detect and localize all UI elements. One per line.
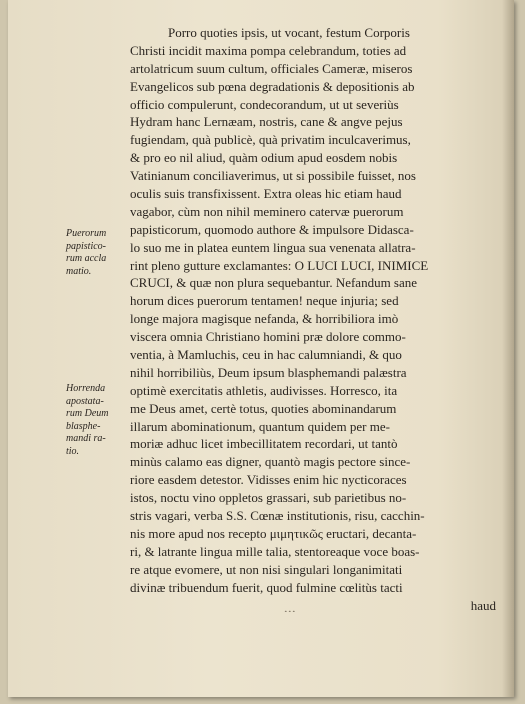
text-line: fugiendam, quà publicè, quà privatim inculcaverimus,	[130, 132, 411, 148]
text-line: illarum abominationum, quantum quidem per me-	[130, 418, 390, 434]
text-line: ventia, à Mamluchis, ceu in hac calumniandi, & quo	[130, 347, 402, 363]
text-line: nis more apud nos recepto μιμητικῶς eructari, decanta-	[130, 525, 417, 541]
text-line: lo suo me in platea euntem lingua sua venenata allatra-	[130, 239, 416, 255]
margin-note-puerorum	[66, 228, 130, 278]
text-line: me Deus amet, certè totus, quoties abominandarum	[130, 400, 397, 416]
margin-note-line: rum Deum	[66, 408, 109, 419]
page-gutter-shadow	[502, 0, 514, 697]
text-line: Christi incidit maxima pompa celebrandum, toties ad	[130, 42, 407, 58]
margin-note-line: Horrenda	[66, 383, 106, 394]
text-line: oculis suis transfixissent. Extra oleas hic etiam haud	[130, 186, 402, 202]
text-line: artolatricum suum cultum, officiales Cameræ, miseros	[130, 60, 413, 76]
main-text-block	[130, 24, 496, 614]
text-line: re atque evomere, ut non nisi singulari longanimitati	[130, 561, 403, 577]
text-line: istos, noctu vino oppletos grassari, sub parietibus no-	[130, 490, 407, 506]
text-line: CRUCI, & quæ non plura sequebantur. Nefandum sane	[130, 275, 418, 291]
text-line: ri, & latrante lingua mille talia, stentoreaque voce boas-	[130, 543, 420, 559]
text-line: horum dices puerorum tentamen! neque injuria; sed	[130, 293, 399, 309]
text-line: divinæ tribuendum fuerit, quod fulmine cœlitùs tacti	[130, 579, 403, 595]
text-line: viscera omnia Christiano homini præ dolore commo-	[130, 329, 406, 345]
margin-note-line: mandi ra-	[66, 433, 106, 444]
text-line: vagabor, cùm non nihil meminero catervæ puerorum	[130, 203, 404, 219]
footer-ornament: ...	[283, 604, 296, 615]
text-line: rint pleno gutture exclamantes: O LUCI LUCI, INIMICE	[130, 257, 429, 273]
text-line: stris vagari, verba S.S. Cœnæ institutionis, risu, cacchin-	[130, 508, 425, 524]
text-line: officio compulerunt, condecorandum, ut ut severiùs	[130, 96, 399, 112]
text-line: riore easdem detestor. Vidisses enim hic nycticoraces	[130, 472, 407, 488]
margin-note-horrenda	[66, 383, 130, 458]
text-line: Vatinianum conciliaverimus, ut si possibile fuisset, nos	[130, 168, 416, 184]
margin-note-line: tio.	[66, 445, 80, 457]
book-page	[8, 0, 514, 697]
text-line: minùs calamo eas digner, quantò magis pectore since-	[130, 454, 411, 470]
margin-note-line: apostata-	[66, 395, 104, 407]
text-line: moriæ adhuc licet imbecillitatem recordari, ut tantò	[130, 436, 398, 452]
margin-note-line: Puerorum	[66, 228, 107, 239]
text-line: nihil horribiliùs, Deum ipsum blasphemandi palæstra	[130, 364, 407, 380]
margin-note-line: matio.	[66, 265, 92, 277]
text-line: Hydram hanc Lernæam, nostris, cane & angve pejus	[130, 114, 403, 130]
text-line: longe majora magisque nefanda, & horribiliora imò	[130, 311, 399, 327]
margin-note-line: papistico-	[66, 240, 106, 252]
text-line: Porro quoties ipsis, ut vocant, festum Corporis	[168, 25, 410, 40]
margin-note-line: blasphe-	[66, 420, 101, 432]
catchword: haud	[470, 597, 496, 613]
margin-note-line: rum accla	[66, 253, 107, 264]
text-line: & pro eo nil aliud, quàm odium apud eosdem nobis	[130, 150, 398, 166]
text-line: optimè exercitatis athletis, audivisses. Horresco, ita	[130, 382, 398, 398]
text-line: papisticorum, quomodo authore & impulsore Didasca-	[130, 221, 414, 237]
text-line: Evangelicos sub pœna degradationis & depositionis ab	[130, 78, 415, 94]
